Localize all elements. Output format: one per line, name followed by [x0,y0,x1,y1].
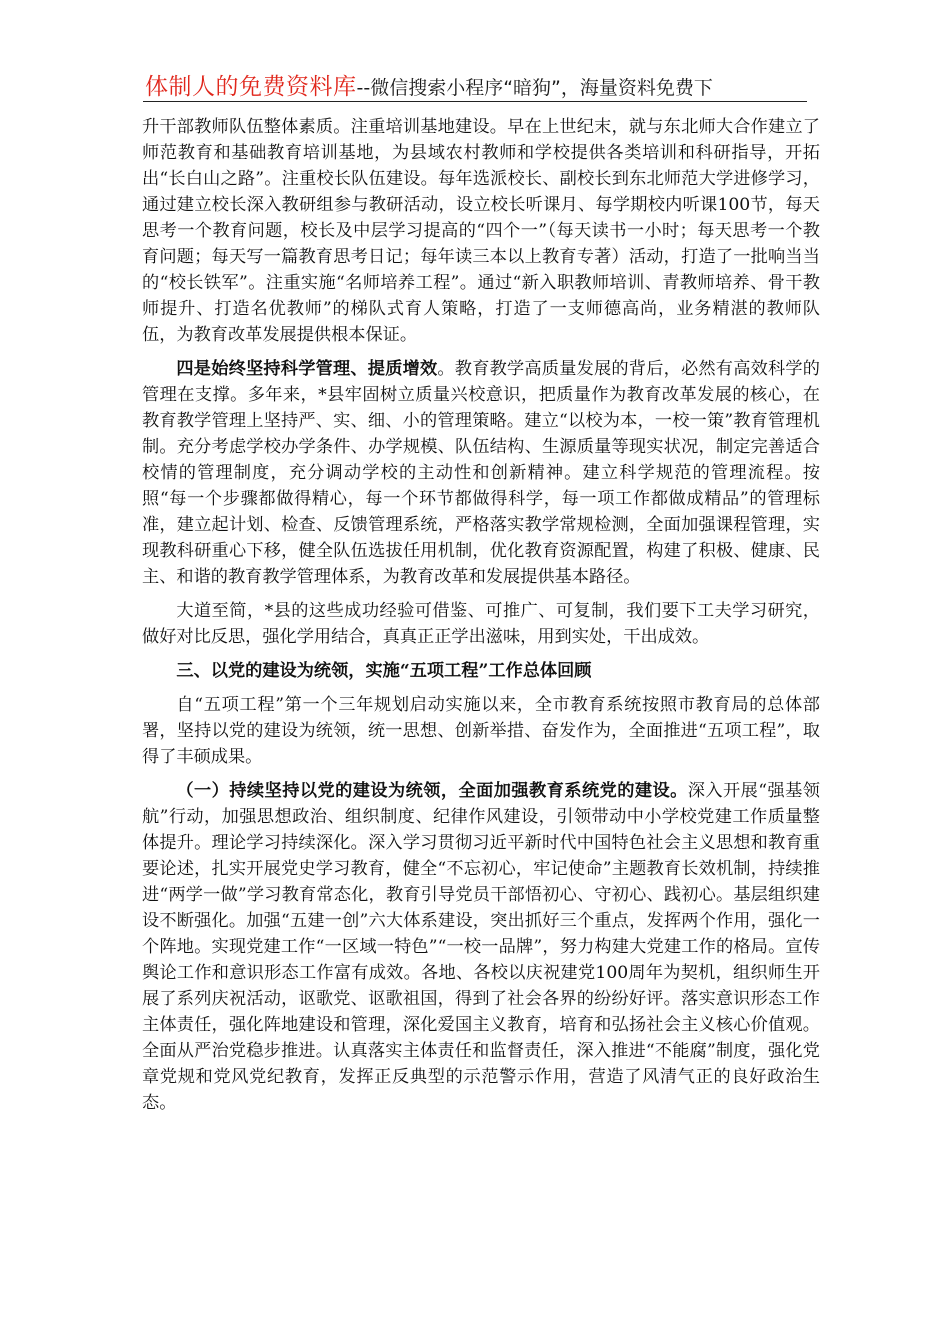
paragraph-summary [142,598,820,650]
document-body [142,114,820,1124]
paragraph-text: 。教育教学高质量发展的背后，必然有高效科学的管理在支撑。多年来，*县牢固树立质量兴校意识，把质量作为教育改革发展的核心，在教育教学管理上坚持严、实、细、小的管理策略。建立“以校为本，一校一策”教育管理机制。充分考虑学校办学条件、办学规模、队伍结构、生源质量等现实状况，制定完善适合校情的管理制度，充分调动学校的主动性和创新精神。建立科学规范的管理流程。按照“每一个步骤都做得精心，每一个环节都做得科学，每一项工作都做成精品”的管理标准，建立起计划、检查、反馈管理系统，严格落实教学常规检测，全面加强课程管理，实现教科研重心下移，健全队伍选拔任用机制，优化教育资源配置，构建了积极、健康、民主、和谐的教育教学管理体系，为教育改革和发展提供基本路径。 [142,359,820,587]
paragraph-lead: 四是始终坚持科学管理、提质增效 [176,359,438,379]
section-heading-text: 三、以党的建设为统领，实施“五项工程”工作总体回顾 [176,661,592,681]
paragraph-scientific-management [142,356,820,590]
paragraph-text: 升干部教师队伍整体素质。注重培训基地建设。早在上世纪末，就与东北师大合作建立了师范教育和基础教育培训基地，为县域农村教师和学校提供各类培训和科研指导，开拓出“长白山之路”。注重校长队伍建设。每年选派校长、副校长到东北师范大学进修学习，通过建立校长深入教研组参与教研活动，设立校长听课月、每学期校内听课100节，每天思考一个教育问题，校长及中层学习提高的“四个一”（每天读书一小时；每天思考一个教育问题；每天写一篇教育思考日记；每年读三本以上教育专著）活动，打造了一批响当当的“校长铁军”。注重实施“名师培养工程”。通过“新入职教师培训、青教师培养、骨干教师提升、打造名优教师”的梯队式育人策略，打造了一支师德高尚，业务精湛的教师队伍，为教育改革发展提供根本保证。 [142,117,820,345]
paragraph-five-projects-intro [142,692,820,770]
paragraph-party-building [142,778,820,1116]
paragraph-lead: （一）持续坚持以党的建设为统领，全面加强教育系统党的建设。 [176,781,688,801]
paragraph-text: 深入开展“强基领航”行动，加强思想政治、组织制度、纪律作风建设，引领带动中小学校党建工作质量整体提升。理论学习持续深化。深入学习贯彻习近平新时代中国特色社会主义思想和教育重要论述，扎实开展党史学习教育，健全“不忘初心，牢记使命”主题教育长效机制，持续推进“两学一做”学习教育常态化，教育引导党员干部悟初心、守初心、践初心。基层组织建设不断强化。加强“五建一创”六大体系建设，突出抓好三个重点，发挥两个作用，强化一个阵地。实现党建工作“一区域一特色”“一校一品牌”，努力构建大党建工作的格局。宣传舆论工作和意识形态工作富有成效。各地、各校以庆祝建党100周年为契机，组织师生开展了系列庆祝活动，讴歌党、讴歌祖国，得到了社会各界的纷纷好评。落实意识形态工作主体责任，强化阵地建设和管理，深化爱国主义教育，培育和弘扬社会主义核心价值观。全面从严治党稳步推进。认真落实主体责任和监督责任，深入推进“不能腐”制度，强化党章党规和党风党纪教育，发挥正反典型的示范警示作用，营造了风清气正的良好政治生态。 [142,781,820,1113]
section-heading-three [142,658,820,684]
header-divider [143,101,807,102]
paragraph-text: 大道至简，*县的这些成功经验可借鉴、可推广、可复制，我们要下工夫学习研究，做好对比反思，强化学用结合，真真正正学出滋味，用到实处，干出成效。 [142,601,820,647]
paragraph-teacher-team [142,114,820,348]
header-tagline: --微信搜索小程序“暗狗”，海量资料免费下 [356,77,713,99]
header-brand: 体制人的免费资料库 [145,74,357,100]
page-header [145,68,805,101]
paragraph-text: 自“五项工程”第一个三年规划启动实施以来，全市教育系统按照市教育局的总体部署，坚持以党的建设为统领，统一思想、创新举措、奋发作为，全面推进“五项工程”，取得了丰硕成果。 [142,695,820,767]
